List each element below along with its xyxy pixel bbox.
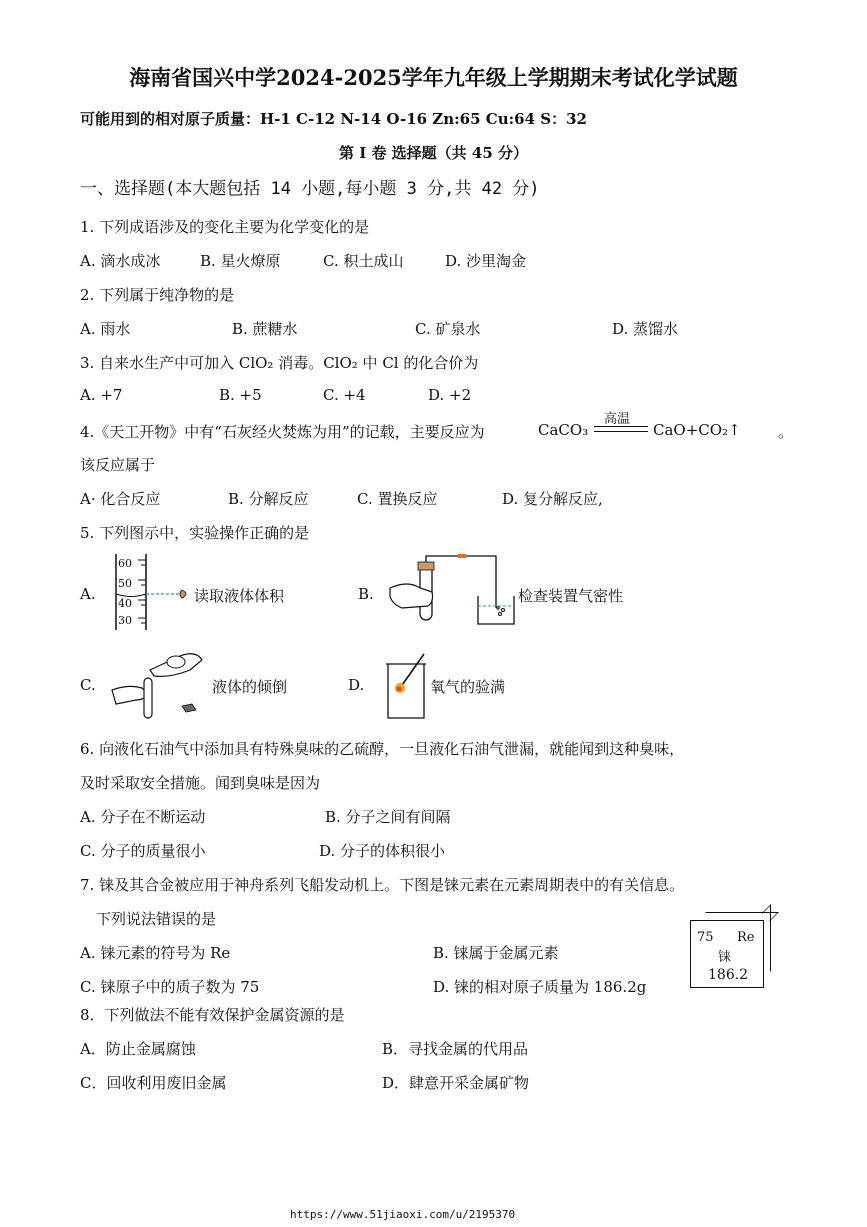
question-3-option-d[interactable]: D. +2 [428, 386, 472, 404]
question-5-option-c-letter[interactable]: C. [80, 676, 96, 694]
question-1-stem: 1. 下列成语涉及的变化主要为化学变化的是 [80, 218, 370, 236]
question-2-option-b[interactable]: B. 蔗糖水 [232, 320, 298, 338]
question-8-option-c[interactable]: C．回收利用废旧金属 [80, 1074, 227, 1092]
question-2-option-a[interactable]: A. 雨水 [80, 320, 131, 338]
question-1-option-c[interactable]: C. 积土成山 [323, 252, 404, 270]
figure-c-label: 液体的倾倒 [212, 678, 288, 696]
question-2-option-c[interactable]: C. 矿泉水 [415, 320, 481, 338]
question-3-stem: 3. 自来水生产中可加入 ClO₂ 消毒。ClO₂ 中 Cl 的化合价为 [80, 354, 479, 372]
equation-reactant: CaCO₃ [538, 421, 589, 439]
question-1-option-b[interactable]: B. 星火燎原 [200, 252, 281, 270]
question-8-stem: 8．下列做法不能有效保护金属资源的是 [80, 1006, 345, 1024]
airtightness-apparatus-figure [388, 558, 518, 628]
question-6-option-c[interactable]: C. 分子的质量很小 [80, 842, 206, 860]
element-atomic-number: 75 [697, 930, 714, 945]
question-2-stem: 2. 下列属于纯净物的是 [80, 286, 235, 304]
question-6-option-a[interactable]: A. 分子在不断运动 [80, 808, 206, 826]
cylinder-tick-50: 50 [118, 577, 132, 590]
question-3-option-c[interactable]: C. +4 [323, 386, 366, 404]
question-1-option-a[interactable]: A. 滴水成冰 [80, 252, 161, 270]
element-name: 铼 [718, 950, 732, 965]
question-1-option-d[interactable]: D. 沙里淘金 [445, 252, 527, 270]
oxygen-test-figure [380, 650, 430, 720]
question-5-option-a-letter[interactable]: A. [80, 585, 96, 603]
cylinder-tick-30: 30 [118, 614, 132, 627]
part-heading: 一、选择题(本大题包括 14 小题,每小题 3 分,共 42 分) [80, 179, 540, 199]
question-7-option-c[interactable]: C. 铼原子中的质子数为 75 [80, 978, 260, 996]
question-3-option-a[interactable]: A. +7 [80, 386, 123, 404]
question-7-stem-continued: 下列说法错误的是 [96, 910, 217, 928]
liquid-pouring-figure [110, 650, 210, 722]
question-7-option-a[interactable]: A. 铼元素的符号为 Re [80, 944, 231, 962]
atomic-masses-line: 可能用到的相对原子质量：H-1 C-12 N-14 O-16 Zn:65 Cu:64 S：32 [80, 110, 587, 128]
question-2-option-d[interactable]: D. 蒸馏水 [612, 320, 679, 338]
question-7-option-d[interactable]: D. 铼的相对原子质量为 186.2g [433, 978, 647, 996]
question-6-option-d[interactable]: D. 分子的体积很小 [319, 842, 446, 860]
question-5-stem: 5. 下列图示中，实验操作正确的是 [80, 524, 310, 542]
equation-product: CaO+CO₂↑ [653, 421, 741, 439]
figure-a-label: 读取液体体积 [194, 587, 285, 605]
question-6-stem: 6. 向液化石油气中添加具有特殊臭味的乙硫醇，一旦液化石油气泄漏，就能闻到这种臭味， [80, 740, 685, 758]
question-7-option-b[interactable]: B. 铼属于金属元素 [433, 944, 559, 962]
page-title: 海南省国兴中学2024-2025学年九年级上学期期末考试化学试题 [129, 65, 738, 90]
question-4-option-c[interactable]: C. 置换反应 [357, 490, 438, 508]
equation-line-top [594, 426, 648, 427]
figure-b-label: 检查装置气密性 [518, 587, 624, 605]
question-5-option-d-letter[interactable]: D. [348, 676, 365, 694]
question-8-option-a[interactable]: A．防止金属腐蚀 [80, 1040, 196, 1058]
question-7-stem: 7. 铼及其合金被应用于神舟系列飞船发动机上。下图是铼元素在元素周期表中的有关信息。 [80, 876, 685, 894]
question-6-option-b[interactable]: B. 分子之间有间隔 [325, 808, 451, 826]
question-4-stem: 4.《天工开物》中有“石灰经火焚炼为用”的记载，主要反应为 [80, 423, 485, 441]
equation-line-bottom [594, 431, 648, 432]
question-3-option-b[interactable]: B. +5 [219, 386, 262, 404]
element-symbol: Re [737, 930, 755, 945]
question-8-option-b[interactable]: B．寻找金属的代用品 [382, 1040, 529, 1058]
cylinder-tick-60: 60 [118, 557, 132, 570]
equation-period: 。 [778, 423, 794, 441]
footer-url[interactable]: https://www.51jiaoxi.com/u/2195370 [290, 1208, 516, 1221]
question-4-option-d[interactable]: D. 复分解反应, [502, 490, 603, 508]
cylinder-tick-40: 40 [118, 597, 132, 610]
question-4-stem-continued: 该反应属于 [80, 456, 156, 474]
figure-d-label: 氧气的验满 [430, 678, 506, 696]
question-4-option-a[interactable]: A· 化合反应 [80, 490, 161, 508]
question-5-option-b-letter[interactable]: B. [358, 585, 374, 603]
element-atomic-mass: 186.2 [708, 967, 749, 983]
section-heading: 第 I 卷 选择题（共 45 分） [338, 144, 528, 162]
question-4-option-b[interactable]: B. 分解反应 [228, 490, 309, 508]
question-6-stem-continued: 及时采取安全措施。闻到臭味是因为 [80, 774, 321, 792]
equation-condition: 高温 [604, 412, 631, 427]
question-8-option-d[interactable]: D．肆意开采金属矿物 [382, 1074, 530, 1092]
